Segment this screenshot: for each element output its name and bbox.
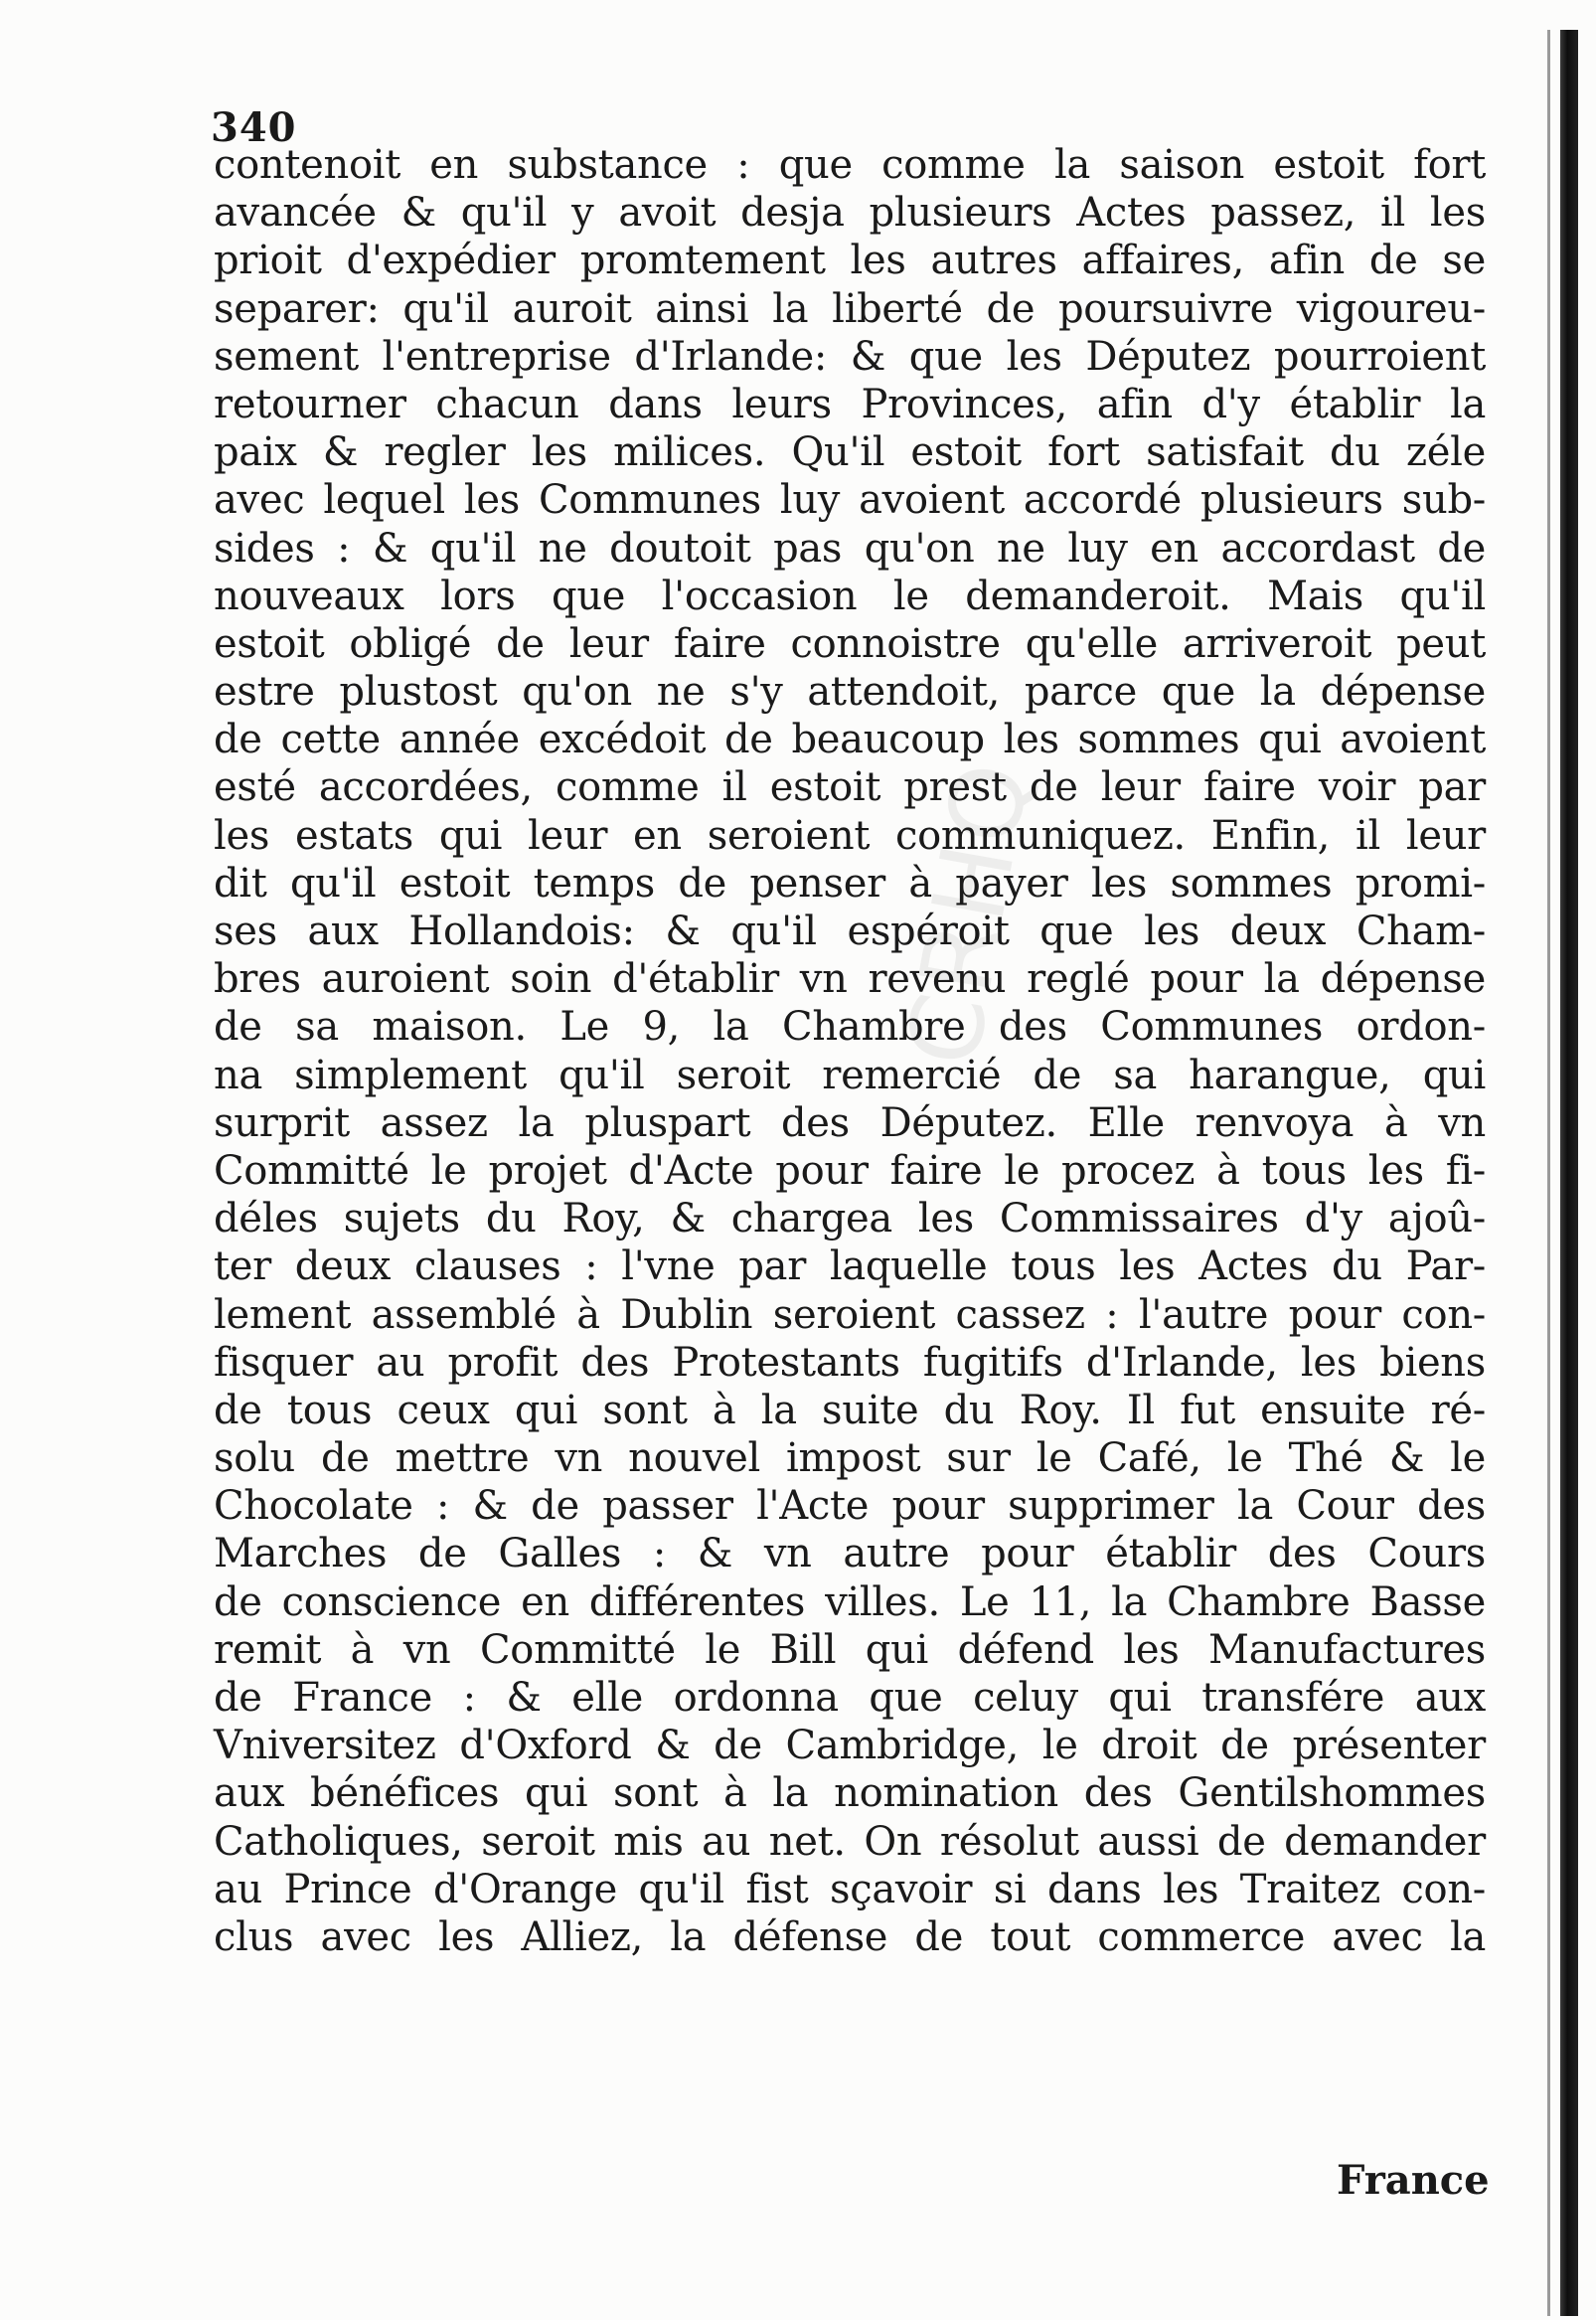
text-line: Chocolate : & de passer l'Acte pour supprimer la Cour des: [214, 1483, 1486, 1530]
text-line: remit à vn Committé le Bill qui défend les Manufactures: [214, 1626, 1486, 1673]
text-line: sides : & qu'il ne doutoit pas qu'on ne luy en accordast de: [214, 525, 1486, 572]
text-line: lement assemblé à Dublin seroient cassez : l'autre pour con-: [214, 1291, 1486, 1338]
binding-shadow: [1560, 30, 1578, 2316]
text-line: Catholiques, seroit mis au net. On résolut aussi de demander: [214, 1818, 1486, 1865]
text-line: Marches de Galles : & vn autre pour établir des Cours: [214, 1531, 1486, 1577]
text-line: sement l'entreprise d'Irlande: & que les Députez pourroient: [214, 333, 1486, 380]
text-line: solu de mettre vn nouvel impost sur le Café, le Thé & le: [214, 1435, 1486, 1482]
text-line: na simplement qu'il seroit remercié de sa harangue, qui: [214, 1052, 1486, 1098]
text-line: aux bénéfices qui sont à la nomination des Gentilshommes: [214, 1770, 1486, 1817]
text-line: les estats qui leur en seroient communiquez. Enfin, il leur: [214, 812, 1486, 859]
text-line: paix & regler les milices. Qu'il estoit fort satisfait du zéle: [214, 429, 1486, 476]
text-line: avec lequel les Communes luy avoient accordé plusieurs sub-: [214, 477, 1486, 524]
text-line: Committé le projet d'Acte pour faire le procez à tous les fi-: [214, 1147, 1486, 1194]
body-text: [214, 141, 1486, 1961]
text-line: esté accordées, comme il estoit prest de leur faire voir par: [214, 764, 1486, 811]
text-line: déles sujets du Roy, & chargea les Commissaires d'y ajoû-: [214, 1196, 1486, 1243]
text-line: estre plustost qu'on ne s'y attendoit, parce que la dépense: [214, 669, 1486, 716]
text-line: contenoit en substance : que comme la saison estoit fort: [214, 142, 1486, 188]
text-line: estoit obligé de leur faire connoistre qu'elle arriveroit peut: [214, 620, 1486, 667]
text-line: fisquer au profit des Protestants fugitifs d'Irlande, les biens: [214, 1339, 1486, 1386]
text-line: Vniversitez d'Oxford & de Cambridge, le droit de présenter: [214, 1723, 1486, 1769]
text-line: surprit assez la pluspart des Députez. Elle renvoya à vn: [214, 1099, 1486, 1146]
text-line: separer: qu'il auroit ainsi la liberté de poursuivre vigoureu-: [214, 285, 1486, 332]
text-line: ter deux clauses : l'vne par laquelle tous les Actes du Par-: [214, 1243, 1486, 1290]
text-line: de tous ceux qui sont à la suite du Roy. Il fut ensuite ré-: [214, 1387, 1486, 1433]
text-line: au Prince d'Orange qu'il fist sçavoir si dans les Traitez con-: [214, 1866, 1486, 1912]
text-line: clus avec les Alliez, la défense de tout commerce avec la: [214, 1913, 1486, 1960]
text-line: bres auroient soin d'établir vn revenu reglé pour la dépense: [214, 956, 1486, 1003]
text-line: ses aux Hollandois: & qu'il espéroit que les deux Cham-: [214, 909, 1486, 954]
text-line: prioit d'expédier promtement les autres affaires, afin de se: [214, 238, 1486, 284]
text-line: de conscience en différentes villes. Le 11, la Chambre Basse: [214, 1578, 1486, 1625]
text-line: de cette année excédoit de beaucoup les sommes qui avoient: [214, 717, 1486, 763]
text-line: avancée & qu'il y avoit desja plusieurs Actes passez, il les: [214, 190, 1486, 237]
text-line: de France : & elle ordonna que celuy qui transfére aux: [214, 1675, 1486, 1721]
catchword: France: [1337, 2157, 1490, 2204]
text-line: dit qu'il estoit temps de penser à payer les sommes promi-: [214, 860, 1486, 907]
text-line: retourner chacun dans leurs Provinces, afin d'y établir la: [214, 381, 1486, 427]
text-line: de sa maison. Le 9, la Chambre des Communes ordon-: [214, 1004, 1486, 1051]
page-number: 340: [211, 104, 297, 151]
text-line: nouveaux lors que l'occasion le demanderoit. Mais qu'il: [214, 573, 1486, 619]
watermark: CRHQ: [884, 750, 1052, 1075]
page-edge: [1547, 30, 1550, 2316]
